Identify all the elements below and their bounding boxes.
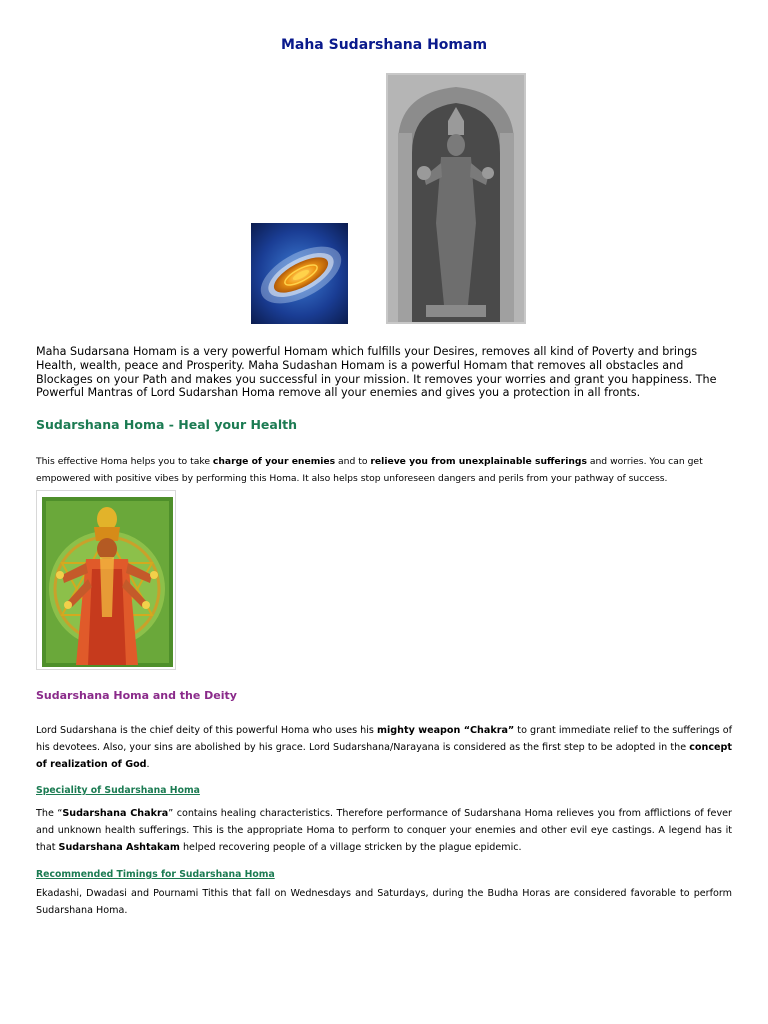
- intro-paragraph: Maha Sudarsana Homam is a very powerful Homam which fulfills your Desires, removes all kind of Poverty and brings Health, wealth, peace and Prosperity. Maha Sudashan Homam is a powerful Homam that removes all obstacles and Blockages on your Path and makes you successful in your mission. It removes your worries and grant you happiness. The Powerful Mantras of Lord Sudarshan Homa remove all your enemies and gives you a protection in all fronts.: [36, 345, 717, 400]
- page-title: Maha Sudarshana Homam: [280, 37, 488, 53]
- speciality-paragraph: The “Sudarshana Chakra” contains healing characteristics. Therefore performance of Sudarshana Homa relieves you from afflictions of fever and unknown health sufferings. This is the appropriate Homa to perform to conquer your enemies and other evil eye castings. A legend has it that Sudarshana Ashtakam helped recovering people of a village stricken by the plague epidemic.: [36, 808, 732, 853]
- timings-paragraph: Ekadashi, Dwadasi and Pournami Tithis that fall on Wednesdays and Saturdays, during the Budha Horas are considered favorable to perform Sudarshana Homa.: [36, 888, 732, 916]
- heal-paragraph: This effective Homa helps you to take charge of your enemies and to relieve you from unexplainable sufferings and worries. You can get empowered with positive vibes by performing this Homa. It also helps stop unforeseen dangers and perils from your pathway of success.: [36, 456, 703, 484]
- heal-heading: Sudarshana Homa - Heal your Health: [36, 417, 298, 432]
- deity-statue-image: [386, 73, 526, 324]
- speciality-link[interactable]: Speciality of Sudarshana Homa: [36, 785, 200, 796]
- deity-image-frame: [36, 490, 176, 670]
- timings-link[interactable]: Recommended Timings for Sudarshana Homa: [36, 869, 275, 880]
- deity-paragraph: Lord Sudarshana is the chief deity of this powerful Homa who uses his mighty weapon “Chakra” to grant immediate relief to the sufferings of his devotees. Also, your sins are abolished by his grace. Lord Sudarshana/Narayana is considered as the first step to be adopted in the concept of realization of God.: [36, 725, 732, 770]
- sudarshana-deity-image: [42, 497, 173, 667]
- chakra-disc-image: [251, 223, 348, 324]
- deity-heading: Sudarshana Homa and the Deity: [36, 689, 237, 702]
